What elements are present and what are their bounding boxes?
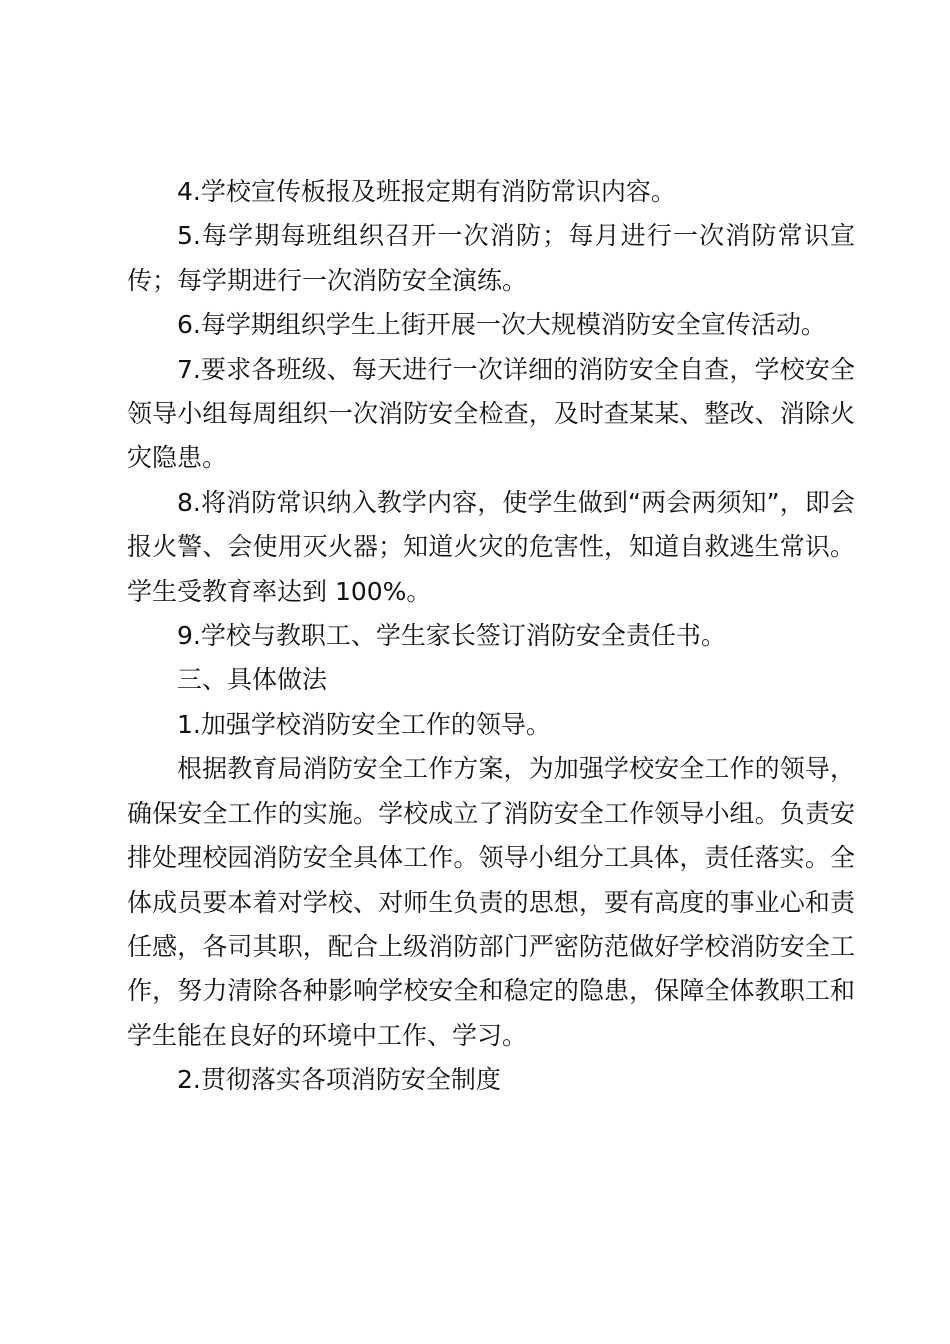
paragraph-item-7-safety-inspection: 7.要求各班级、每天进行一次详细的消防安全自查，学校安全领导小组每周组织一次消防安全检查，及时查某某、整改、消除火灾隐患。: [127, 354, 855, 473]
paragraph-item-5-fire-drills: 5.每学期每班组织召开一次消防；每月进行一次消防常识宣传；每学期进行一次消防安全演练。: [127, 221, 855, 295]
paragraph-item-9-responsibility-letter: 9.学校与教职工、学生家长签订消防安全责任书。: [177, 621, 726, 651]
document-body: [127, 170, 855, 1103]
paragraph-item-6-street-campaign: 6.每学期组织学生上街开展一次大规模消防安全宣传活动。: [177, 310, 826, 340]
paragraph-item-8-fire-education: 8.将消防常识纳入教学内容，使学生做到“两会两须知”，即会报火警、会使用灭火器；知道火灾的危害性，知道自救逃生常识。学生受教育率达到 100%。: [127, 487, 855, 606]
section-heading-specific-methods: 三、具体做法: [177, 665, 328, 695]
paragraph-item-4-bulletin-boards: 4.学校宣传板报及班报定期有消防常识内容。: [177, 177, 676, 206]
subheading-strengthen-leadership: 1.加强学校消防安全工作的领导。: [177, 709, 551, 739]
paragraph-leadership-details: 根据教育局消防安全工作方案，为加强学校安全工作的领导，确保安全工作的实施。学校成立了消防安全工作领导小组。负责安排处理校园消防安全具体工作。领导小组分工具体，责任落实。全体成员要本着对学校、对师生负责的思想，要有高度的事业心和责任感，各司其职，配合上级消防部门严密防范做好学校消防安全工作，努力清除各种影响学校安全和稳定的隐患，保障全体教职工和学生能在良好的环境中工作、学习。: [127, 754, 855, 1050]
subheading-implement-regulations: 2.贯彻落实各项消防安全制度: [177, 1065, 501, 1095]
